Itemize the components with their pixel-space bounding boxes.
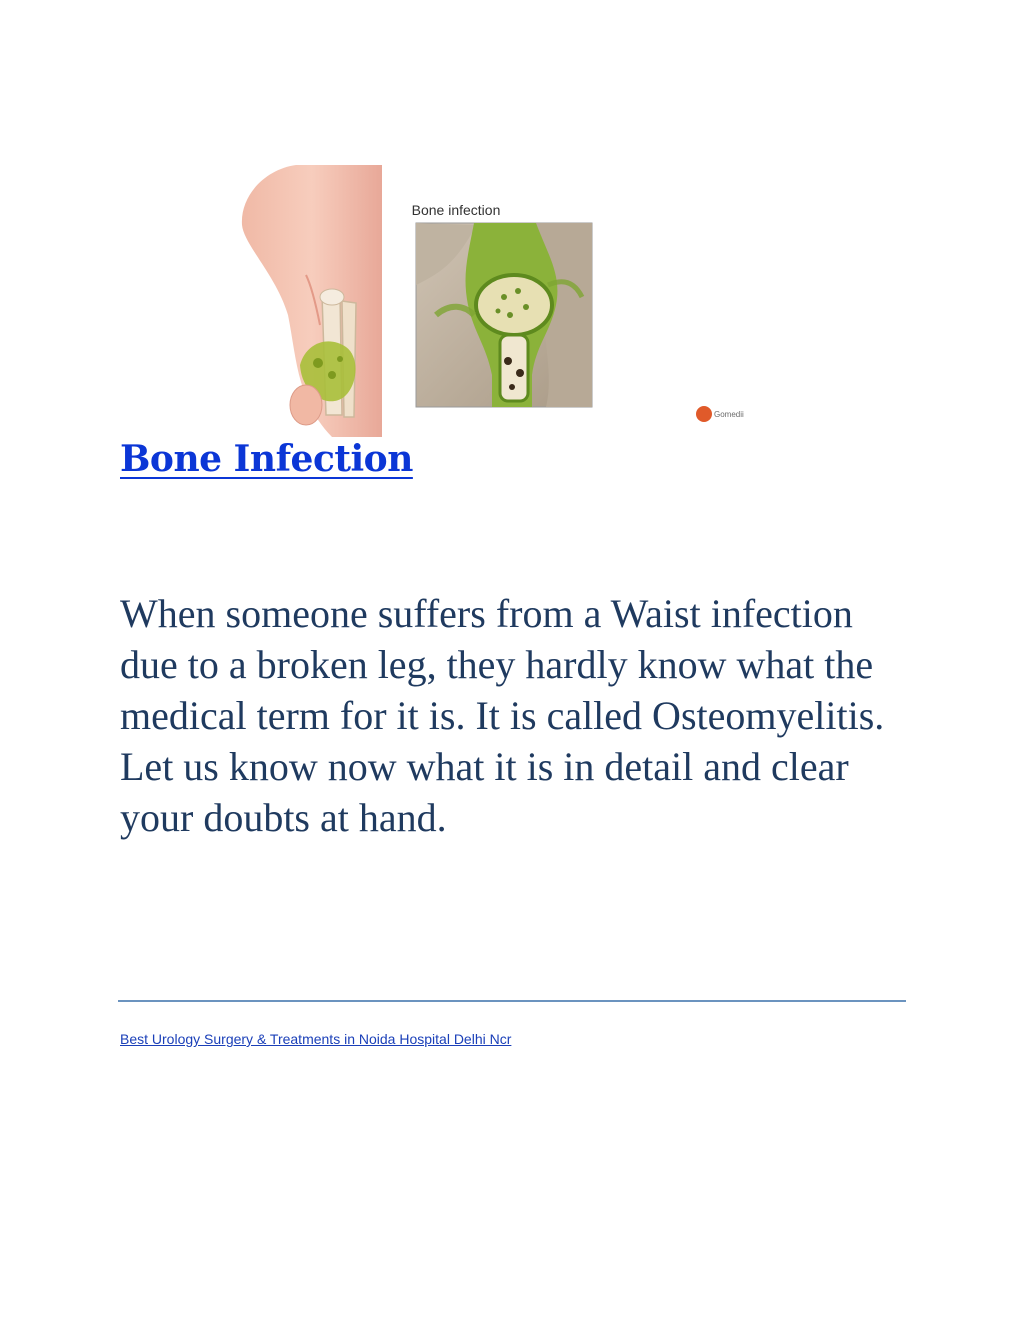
- bone-infection-illustration: [236, 165, 766, 437]
- horizontal-divider: [118, 1000, 906, 1002]
- bone-infection-heading-link[interactable]: Bone Infection: [120, 438, 413, 480]
- bone-infection-panel: [412, 202, 592, 407]
- panel-label: Bone infection: [411, 202, 501, 218]
- watermark-logo: [696, 406, 744, 422]
- intro-paragraph: When someone suffers from a Waist infection due to a broken leg, they hardly know what the medical term for it is. It is called Osteomyelitis. Let us know now what it is in detail and clear your doubts at hand.: [120, 591, 885, 840]
- watermark-text: Gomedii: [714, 410, 744, 419]
- illustration-svg: [236, 165, 766, 437]
- foot-illustration: [242, 165, 382, 437]
- footer-link[interactable]: Best Urology Surgery & Treatments in Noida Hospital Delhi Ncr: [120, 1031, 512, 1047]
- logo-icon: [696, 406, 712, 422]
